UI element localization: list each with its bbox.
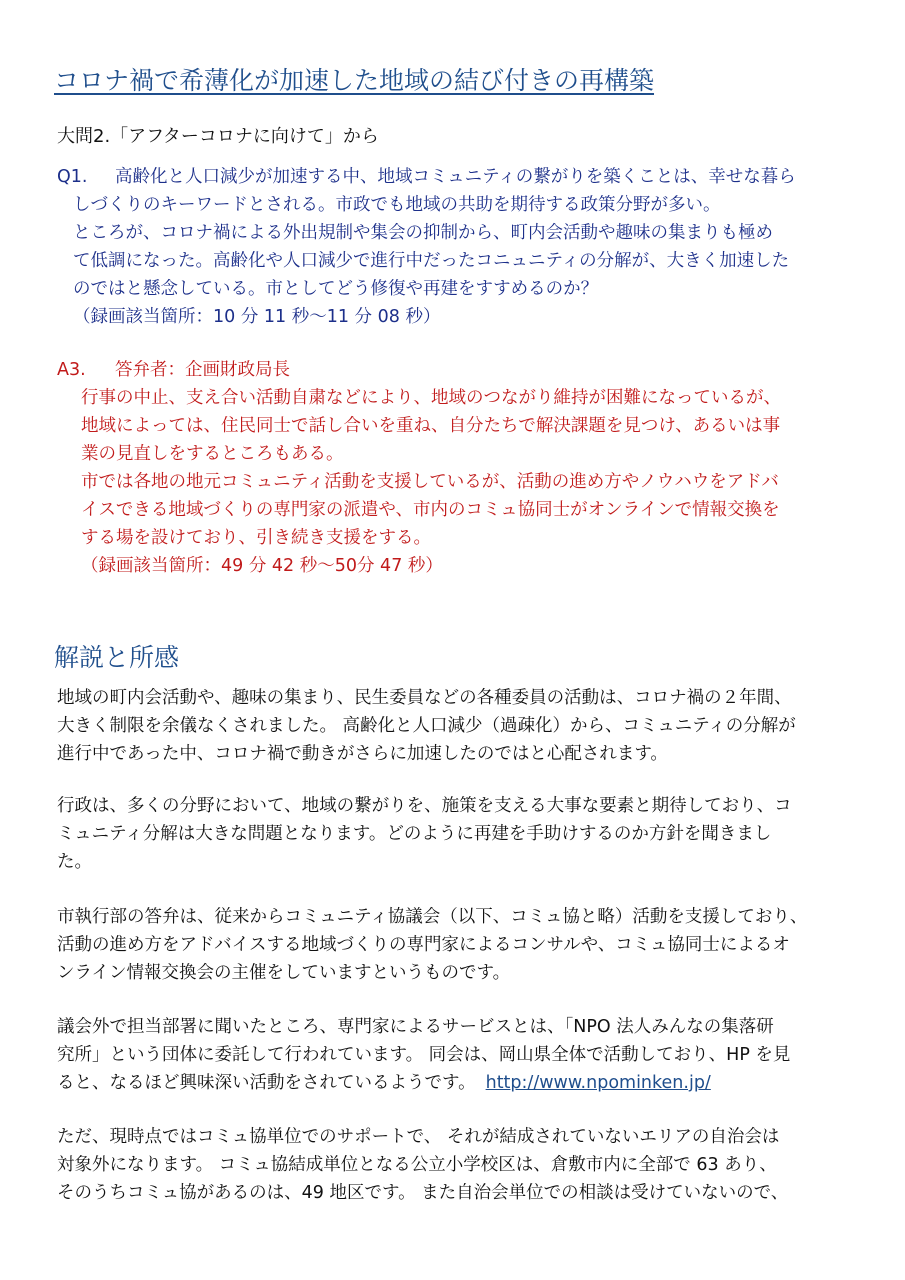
commentary-heading: 解説と所感 — [54, 643, 180, 672]
paragraph-line: 活動の進め方をアドバイスする地域づくりの専門家によるコンサルや、コミュ協同士によるオ — [57, 935, 790, 955]
paragraph-line — [57, 1069, 857, 1097]
answer-line: 行事の中止、支え合い活動自粛などにより、地域のつながり維持が困難になっているが、 — [81, 388, 781, 408]
question-line: て低調になった。高齢化や人口減少で進行中だったコニュニティの分解が、大きく加速した — [73, 251, 790, 271]
answer-timestamp: （録画該当箇所：49 分 42 秒～50分 47 秒） — [81, 556, 443, 576]
question-line — [57, 163, 857, 191]
paragraph-line: 進行中であった中、コロナ禍で動きがさらに加速したのではと心配されます。 — [57, 744, 668, 764]
answer-line: イスできる地域づくりの専門家の派遣や、市内のコミュ協同士がオンラインで情報交換を — [81, 500, 780, 520]
paragraph-line: 対象外になります。 コミュ協結成単位となる公立小学校区は、倉敷市内に全部で 63 あり、 — [57, 1155, 777, 1175]
paragraph-line: ただ、現時点ではコミュ協単位でのサポートで、 それが結成されていないエリアの自治会は — [57, 1127, 780, 1147]
question-text: 高齢化と人口減少が加速する中、地域コミュニティの繋がりを築くことは、幸せな暮ら — [115, 167, 796, 187]
commentary-paragraph-2 — [57, 792, 857, 876]
paragraph-line: 地域の町内会活動や、趣味の集まり、民生委員などの各種委員の活動は、コロナ禍の２年間、 — [57, 688, 792, 708]
commentary-paragraph-3 — [57, 903, 857, 987]
answer-block — [57, 356, 857, 580]
paragraph-line: 究所」という団体に委託して行われています。 同会は、岡山県全体で活動しており、HP を見 — [57, 1045, 791, 1065]
question-line: のではと懸念している。市としてどう修復や再建をすすめるのか？ — [73, 279, 599, 299]
answer-responder: 答弁者：企画財政局長 — [115, 360, 290, 380]
paragraph-line: そのうちコミュ協があるのは、49 地区です。 また自治会単位での相談は受けていないので、 — [57, 1183, 789, 1203]
paragraph-line: 大きく制限を余儀なくされました。 高齢化と人口減少（過疎化）から、コミュニティの分解が — [57, 716, 796, 736]
question-timestamp: （録画該当箇所：10 分 11 秒～11 分 08 秒） — [73, 307, 441, 327]
npo-website-link[interactable]: http://www.npominken.jp/ — [485, 1073, 711, 1093]
paragraph-line: 行政は、多くの分野において、地域の繋がりを、施策を支える大事な要素と期待しており、コ — [57, 796, 792, 816]
question-line: ところが、コロナ禍による外出規制や集会の抑制から、町内会活動や趣味の集まりも極め — [73, 223, 773, 243]
paragraph-line: た。 — [57, 852, 92, 872]
question-source-heading: 大問2.「アフターコロナに向けて」から — [57, 126, 379, 147]
paragraph-line: ミュニティ分解は大きな問題となります。どのように再建を手助けするのか方針を聞きまし — [57, 824, 772, 844]
answer-line: 市では各地の地元コミュニティ活動を支援しているが、活動の進め方やノウハウをアドバ — [81, 472, 779, 492]
question-line: しづくりのキーワードとされる。市政でも地域の共助を期待する政策分野が多い。 — [73, 195, 721, 215]
page-title: コロナ禍で希薄化が加速した地域の結び付きの再構築 — [54, 66, 655, 95]
answer-line: 地域によっては、住民同士で話し合いを重ね、自分たちで解決課題を見つけ、あるいは事 — [81, 416, 781, 436]
commentary-paragraph-5 — [57, 1123, 857, 1207]
commentary-paragraph-1 — [57, 684, 857, 768]
commentary-paragraph-4 — [57, 1013, 857, 1097]
question-block — [57, 163, 857, 331]
paragraph-text: ると、なるほど興味深い活動をされているようです。 — [57, 1073, 476, 1093]
answer-line: 業の見直しをするところもある。 — [81, 444, 344, 464]
question-label: Q1. — [57, 167, 88, 187]
paragraph-line: 市執行部の答弁は、従来からコミュニティ協議会（以下、コミュ協と略）活動を支援しており、 — [57, 907, 808, 927]
paragraph-line: 議会外で担当部署に聞いたところ、専門家によるサービスとは、「NPO 法人みんなの集落研 — [57, 1017, 774, 1037]
answer-line: する場を設けており、引き続き支援をする。 — [81, 528, 431, 548]
answer-label: A3. — [57, 360, 86, 380]
paragraph-line: ンライン情報交換会の主催をしていますというものです。 — [57, 963, 511, 983]
answer-header — [57, 356, 857, 384]
